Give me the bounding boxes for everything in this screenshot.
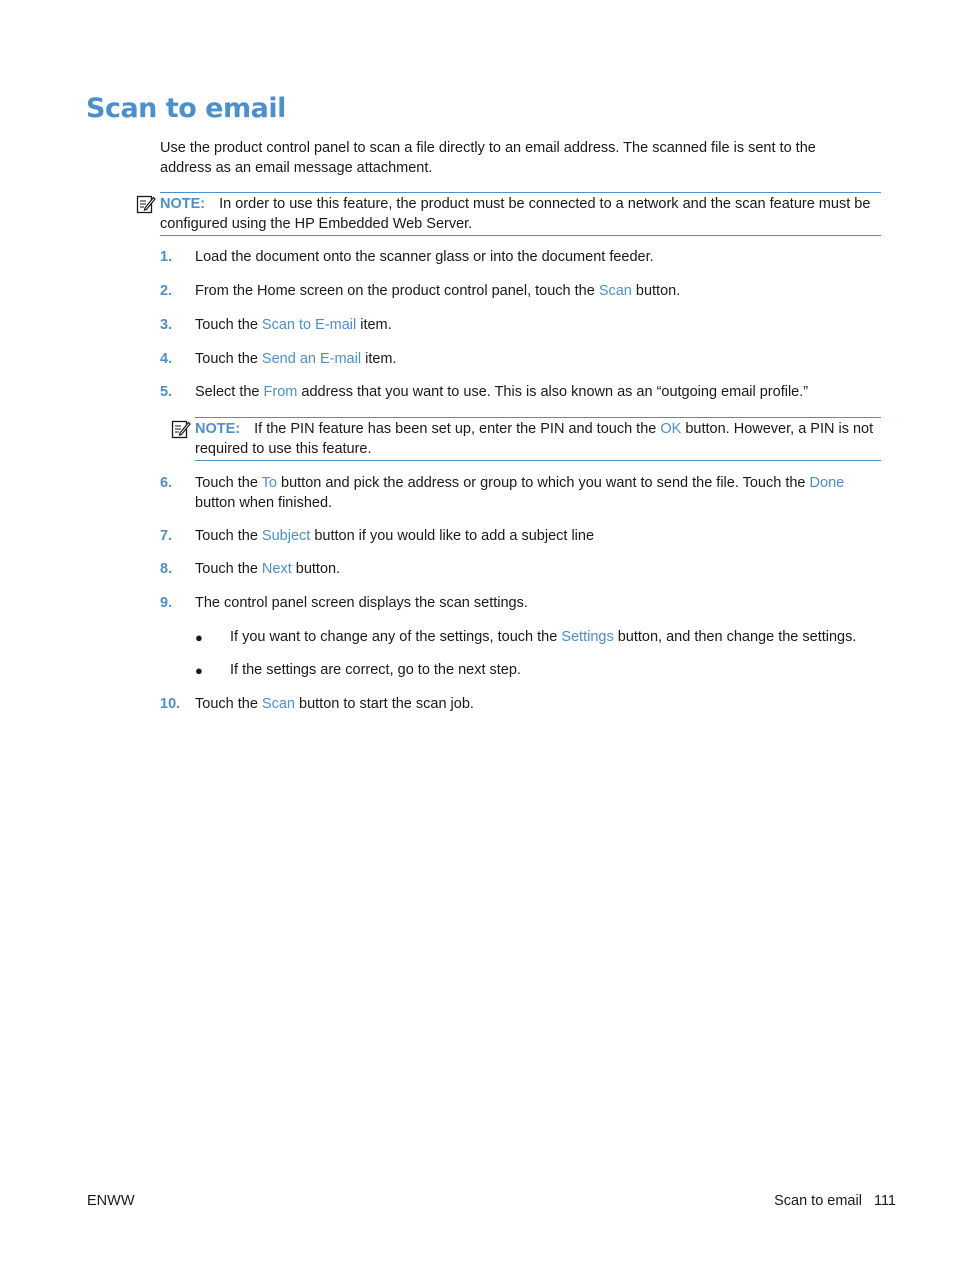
step-text: Select the From address that you want to use. This is also known as an “outgoing email profile.” (195, 384, 809, 400)
ui-term-subject: Subject (261, 528, 311, 544)
footer-label: ENWW (87, 1193, 135, 1209)
bullet-icon: ● (195, 630, 203, 645)
step-9 (160, 594, 881, 614)
step-text: Touch the Send an E-mail item. (195, 351, 397, 367)
ui-term-settings: Settings (561, 629, 614, 645)
ui-term-scan: Scan (598, 283, 632, 299)
step-4 (160, 350, 881, 370)
ui-term-next: Next (261, 561, 292, 577)
ui-term-send-an-email: Send an E-mail (261, 351, 362, 367)
step-text: Touch the Next button. (195, 561, 341, 577)
list-item (195, 661, 885, 681)
step-number: 10. (160, 696, 181, 712)
step-5 (160, 383, 881, 403)
step-text: From the Home screen on the product control panel, touch the Scan button. (195, 283, 681, 299)
bullet-text: If you want to change any of the settings, touch the Settings button, and then change the settings. (230, 629, 857, 645)
step-text: Touch the Scan button to start the scan job. (195, 696, 474, 712)
ui-term-scan: Scan (261, 696, 295, 712)
ui-term-scan-to-email: Scan to E-mail (261, 317, 357, 333)
list-item (195, 628, 885, 648)
footer-section-title: Scan to email (774, 1193, 862, 1209)
step-number: 8. (160, 561, 173, 577)
step-number: 9. (160, 595, 173, 611)
ui-term-to: To (261, 475, 277, 491)
note-label: NOTE: (160, 196, 206, 212)
page-number: 111 (873, 1193, 896, 1209)
ui-term-ok: OK (660, 421, 682, 437)
note-label: NOTE: (195, 421, 241, 437)
step-8 (160, 560, 881, 580)
page-title: Scan to email (86, 93, 286, 124)
step-text: Touch the Scan to E-mail item. (195, 317, 392, 333)
step-number: 5. (160, 384, 173, 400)
step-3 (160, 316, 881, 336)
step-6 (160, 474, 881, 513)
step-number: 6. (160, 475, 173, 491)
step-text: The control panel screen displays the scan settings. (195, 595, 528, 611)
footer-section (774, 1192, 896, 1211)
note-pencil-icon (136, 194, 156, 214)
ui-term-from: From (263, 384, 298, 400)
step-text: Touch the Subject button if you would like to add a subject line (195, 528, 595, 544)
intro-paragraph: Use the product control panel to scan a file directly to an email address. The scanned file is sent to the address as an email message attachment. (160, 140, 816, 176)
bullet-icon: ● (195, 663, 203, 678)
step-2 (160, 282, 881, 302)
note-text: In order to use this feature, the product must be connected to a network and the scan feature must be configured using the HP Embedded Web Server. (160, 196, 871, 232)
note-box: NOTE: If the PIN feature has been set up, enter the PIN and touch the OK button. However, a PIN is not required to use this feature. (195, 417, 881, 461)
step-number: 3. (160, 317, 173, 333)
step-10 (160, 695, 881, 715)
note-box (160, 192, 881, 236)
note-pencil-icon (171, 419, 191, 439)
step-number: 4. (160, 351, 173, 367)
step-text: Load the document onto the scanner glass or into the document feeder. (195, 249, 654, 265)
bullet-text: If the settings are correct, go to the next step. (230, 662, 521, 678)
step-text: Touch the To button and pick the address or group to which you want to send the file. Touch the Done button when finished. (195, 475, 845, 511)
step-1 (160, 248, 881, 268)
step-number: 2. (160, 283, 173, 299)
step-7 (160, 527, 881, 547)
ui-term-done: Done (809, 475, 845, 491)
step-number: 1. (160, 249, 173, 265)
step-number: 7. (160, 528, 173, 544)
